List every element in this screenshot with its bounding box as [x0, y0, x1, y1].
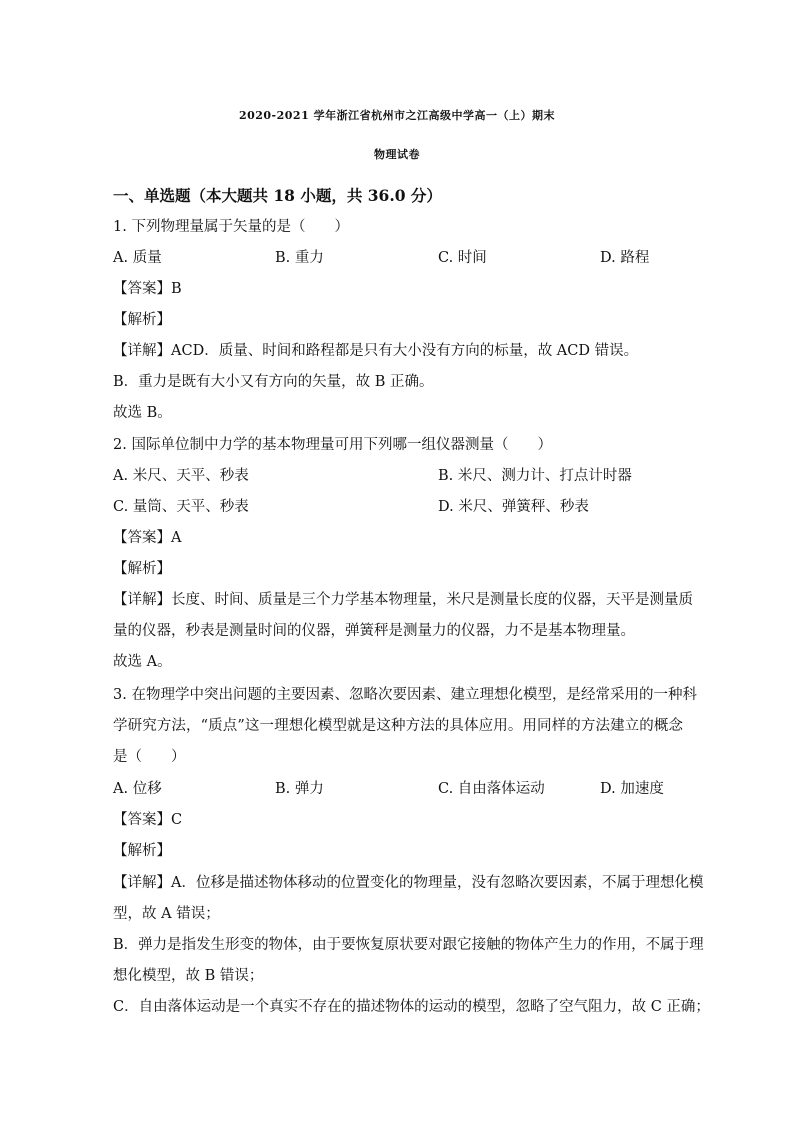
question-3-detail-line-1: 【详解】A．位移是描述物体移动的位置变化的物理量，没有忽略次要因素，不属于理想化模	[113, 875, 704, 891]
question-2-option-b: B. 米尺、测力计、打点计时器	[438, 468, 632, 484]
question-2-stem: 2. 国际单位制中力学的基本物理量可用下列哪一组仪器测量（ ）	[113, 437, 552, 453]
question-1-answer: 【答案】B	[113, 281, 182, 297]
document-title-line-1: 2020-2021 学年浙江省杭州市之江高级中学高一（上）期末	[238, 109, 556, 122]
question-1-detail-line-1: 【详解】ACD．质量、时间和路程都是只有大小没有方向的标量，故 ACD 错误。	[113, 343, 639, 359]
question-3-option-c: C. 自由落体运动	[438, 781, 545, 797]
question-2-analysis: 【解析】	[113, 561, 171, 577]
question-3-option-d: D. 加速度	[600, 781, 664, 797]
question-1-stem: 1. 下列物理量属于矢量的是（ ）	[113, 219, 349, 235]
question-3-detail-line-5: C．自由落体运动是一个真实不存在的描述物体的运动的模型，忽略了空气阻力，故 C 正确；	[113, 999, 710, 1015]
question-3-option-a: A. 位移	[113, 781, 162, 797]
question-2-answer: 【答案】A	[113, 530, 182, 546]
question-3-stem-line-1: 3. 在物理学中突出问题的主要因素、忽略次要因素、建立理想化模型，是经常采用的一种科	[113, 687, 697, 703]
question-1-option-a: A. 质量	[113, 250, 162, 266]
question-3-detail-line-3: B．弹力是指发生形变的物体，由于要恢复原状要对跟它接触的物体产生力的作用，不属于理	[113, 937, 704, 953]
question-3-analysis: 【解析】	[113, 843, 171, 859]
question-1-analysis: 【解析】	[113, 312, 171, 328]
question-3-stem-line-3: 是（ ）	[113, 749, 186, 765]
question-3-stem-line-2: 学研究方法，“质点”这一理想化模型就是这种方法的具体应用。用同样的方法建立的概念	[113, 718, 683, 734]
document-title-line-2: 物理试卷	[374, 148, 420, 161]
question-2-option-a: A. 米尺、天平、秒表	[113, 468, 249, 484]
question-1-detail-line-2: B．重力是既有大小又有方向的矢量，故 B 正确。	[113, 374, 434, 390]
question-3-option-b: B. 弹力	[275, 781, 324, 797]
question-3-answer: 【答案】C	[113, 812, 183, 828]
question-3-detail-line-2: 型，故 A 错误；	[113, 906, 220, 922]
question-2-option-c: C. 量筒、天平、秒表	[113, 499, 249, 515]
question-1-detail-line-3: 故选 B。	[113, 405, 172, 421]
question-1-option-d: D. 路程	[600, 250, 650, 266]
question-2-detail-line-3: 故选 A。	[113, 654, 172, 670]
question-2-detail-line-2: 量的仪器，秒表是测量时间的仪器，弹簧秤是测量力的仪器，力不是基本物理量。	[113, 623, 635, 639]
question-1-option-b: B. 重力	[275, 250, 324, 266]
question-3-detail-line-4: 想化模型，故 B 错误；	[113, 968, 264, 984]
section-heading: 一、单选题（本大题共 18 小题，共 36.0 分）	[113, 186, 442, 205]
question-1-option-c: C. 时间	[438, 250, 487, 266]
question-2-detail-line-1: 【详解】长度、时间、质量是三个力学基本物理量，米尺是测量长度的仪器，天平是测量质	[113, 592, 693, 608]
question-2-option-d: D. 米尺、弹簧秤、秒表	[438, 499, 589, 515]
